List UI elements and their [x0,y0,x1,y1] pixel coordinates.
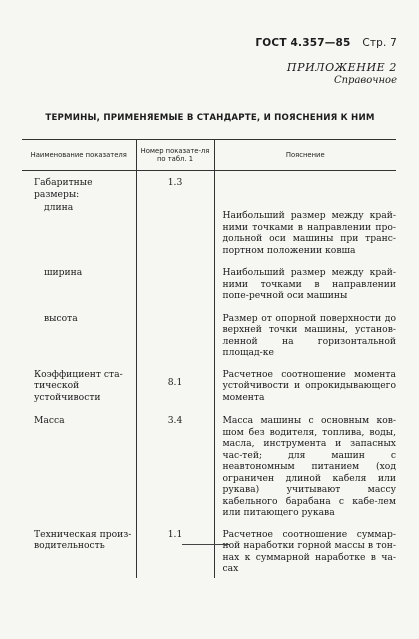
column-header-explanation: Пояснение [214,140,396,171]
page-header [255,37,397,49]
terms-table [22,139,396,578]
term-number: 1.1 [136,519,214,578]
term-number: 1.3 [136,171,214,201]
table-row [22,200,396,256]
term-explanation: Размер от опорной поверхности до верхней точки машины, установ-ленной на горизонтальной площад-ке [214,302,396,359]
term-number: 3.4 [136,403,214,519]
term-name: длина [44,202,74,213]
standard-number: ГОСТ 4.357—85 [255,37,351,49]
term-explanation: Масса машины с основным ков-шом без водителя, топлива, воды, масла, инструмента и запасных час-тей; для машин с неавтономным питанием (ход ограничен длиной кабеля или рукава) учитывают массу кабельного барабана с кабе-лем или питающего рукава [214,403,396,519]
document-title: ТЕРМИНЫ, ПРИМЕНЯЕМЫЕ В СТАНДАРТЕ, И ПОЯСНЕНИЯ К НИМ [45,113,375,123]
column-header-number: Номер показате-ля по табл. 1 [136,140,214,171]
term-name: ширина [44,267,83,278]
end-divider [182,544,230,545]
term-number [136,302,214,359]
term-explanation [214,171,396,201]
table-row [22,171,396,201]
term-name: высота [44,312,78,324]
table-row [22,256,396,302]
term-number [136,256,214,302]
table-row [22,302,396,359]
appendix-title: ПРИЛОЖЕНИЕ 2 [286,61,397,74]
column-header-name: Наименование показателя [22,140,136,171]
term-name: Коэффициент ста-тической устойчивости [34,368,123,403]
term-name: Техническая произ-водительность [34,528,132,551]
appendix-heading [287,61,397,86]
term-name: Масса [34,415,65,426]
table-row [22,519,396,578]
term-explanation: Наибольший размер между край-ними точками в направлении про-дольной оси машины при транс-портном положении ковша [214,200,396,256]
table-row [22,403,396,519]
term-name: Габаритные размеры: [34,177,93,200]
term-number [136,200,214,256]
term-explanation: Расчетное соотношение суммар-ной наработки горной массы в тон-нах к суммарной наработке в ча-сах [214,519,396,578]
term-explanation: Расчетное соотношение момента устойчивости и опрокидывающего момента [214,359,396,404]
term-number: 8.1 [136,359,214,404]
page-number: Стр. 7 [362,37,397,49]
table-row [22,359,396,404]
appendix-subtitle: Справочное [333,75,397,86]
table-header-row [22,140,396,171]
term-explanation: Наибольший размер между край-ними точками в направлении попе-речной оси машины [214,256,396,302]
